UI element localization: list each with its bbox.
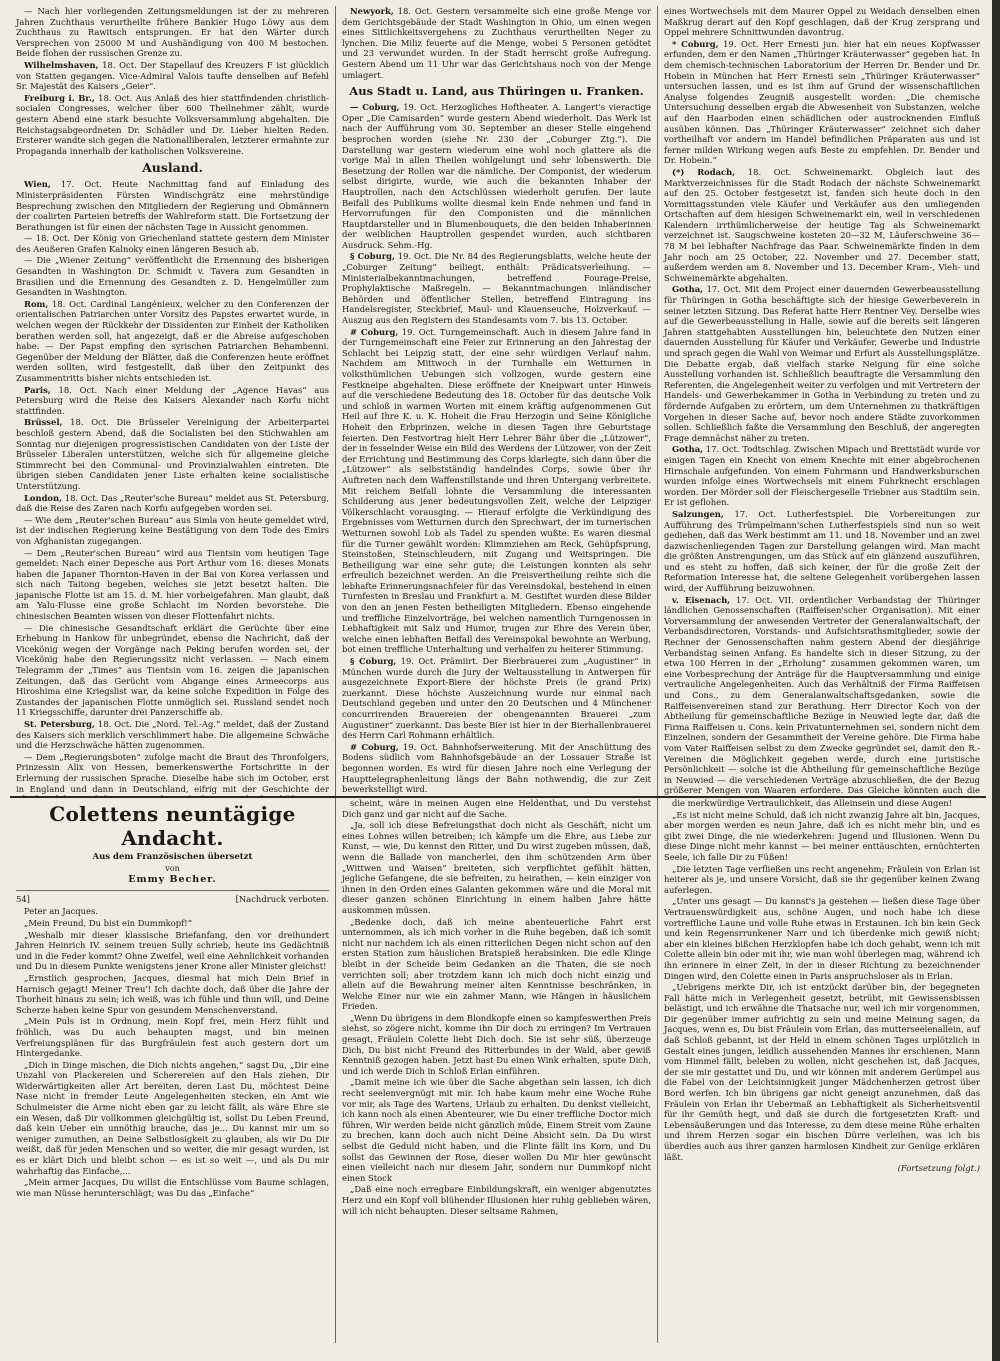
- article-paragraph: [664, 982, 980, 1162]
- article-paragraph: [342, 251, 651, 325]
- dateline: * Coburg,: [672, 38, 719, 49]
- paragraph-text: „Mein Freund, Du bist ein Dummkopf!“: [24, 917, 192, 928]
- chapter-line: [16, 894, 329, 905]
- paragraph-text: 18. Oct. Die Brüsseler Vereinigung der Arbeiterpartei beschloß gestern Abend, daß die Socialisten bei den Stichwahlen am Sonntag nur diejenigen progressistischen Candidaten von der Liste der Brüsseler Liberalen unterstützen, welche sich für allgemeine gleiche Stimmrecht bei den Communal- und Provinzialwahlen eintreten. Die übrigen sieben Candidaten jener Liste erhalten keine socialistische Unterstützung.: [16, 417, 329, 491]
- paragraph-text: — Dem „Reuter'schen Bureau“ wird aus Tientsin vom heutigen Tage gemeldet: Nach einer Depesche aus Port Arthur vom 16. dieses Monats haben die Japaner Thornton-Haven in der Bai von Korea verlassen und sich nach Taitong begeben, welches sie jetzt besetzt halten. Die japanische Flotte ist am 15. d. M. hier vorbeigefahren. Man glaubt, daß am Yalu-Flusse eine große Schlacht im Norden bevorstehe. Die chinesischen Beamten wissen von dieser Flottenfahrt nichts.: [16, 547, 329, 622]
- article-paragraph: [16, 179, 329, 232]
- article-paragraph: [16, 6, 329, 59]
- paragraph-text: 18. Oct. Der Stapellauf des Kreuzers F ist glücklich von Statten gegangen. Vice-Admiral Valois taufte denselben auf Befehl Sr. Majestät des Kaisers „Geier“.: [16, 59, 329, 92]
- article-paragraph: [664, 864, 980, 896]
- paragraph-text: 19. Oct. Bahnhofserweiterung. Mit der Anschüttung des Bodens südlich vom Bahnhofsgebäude an der Lossauer Straße ist begonnen worden. Es wird für diesen Jahre noch eine Verlegung der Haupttelegraphenleitung längs der Bahn nothwendig, die zur Zeit bewerkstelligt wird.: [342, 741, 651, 795]
- news-column-3: [657, 6, 986, 796]
- chapter-number: 54]: [16, 893, 30, 904]
- paragraph-text: „Daß eine noch erregbare Einbildungskraft, ein weniger abgenutztes Herz und ein Kopf voll blühender Illusionen hier ruhig geblieben wären, will ich nicht behaupten. Dieser seltsame Rahmen,: [342, 1184, 651, 1216]
- dateline: Paris,: [24, 384, 51, 395]
- paragraph-text: die merkwürdige Vertraulichkeit, das Alleinsein und diese Augen!: [672, 798, 953, 808]
- news-column-1: [10, 6, 335, 796]
- dateline: Wilhelmshaven,: [24, 59, 99, 70]
- paragraph-text: 17. Oct. VII. ordentlicher Verbandstag der Thüringer ländlichen Genossenschaften (Raiffeisen'scher Organisation). Mit einer Vorversammlung der anwesenden Vertreter der Generalanwaltschaft, der Verbandsdirectoren, Vorstands- und Aufsichtsrathsmitglieder, sowie der Rechner der Genossenschaften nahm gestern Abend der diesjährige Verbandstag seinen Anfang. Es handelte sich in dieser Sitzung, zu der etwa 100 Herren in der „Erholung“ zusammen gekommen waren, um eine Vorbesprechung der Anträge für die Hauptversammlung und einige vertrauliche Angelegenheiten. Auch das Verhältniß der Firma Raiffeisen und Cons., zu dem Generalanwaltschaftsgedanken, sowie die Raiffeisenvereinen stand zur Berathung. Herr Director Koch von der Abtheilung für gemeinschaftliche Bezüge in Neuwied legte dar, daß die Firma Raiffeisen u. Cons. kein Privatunternehmen sei, sondern nicht dem Einzelnen, sondern der Gesammtheit der Vereine gehöre. Die Firma habe vom Vater Raiffeisen selbst zu dem Zwecke gegründet sei, damit den R.-Vereinen die Möglichkeit gegeben werde, durch eine juristische Persönlichkeit — solche ist die Abtheilung für gemeinschaftliche Bezüge in Neuwied — die verschiedenen Verträge abzuschließen, die der Bezug größerer Mengen von Waaren erfordere. Das Gleiche könnten auch die: [664, 594, 980, 796]
- article-paragraph: [16, 548, 329, 622]
- article-paragraph: [664, 444, 980, 508]
- paragraph-text: 18. Oct. Das „Reuter'sche Bureau“ meldet aus St. Petersburg, daß die Reise des Zaren nach Korfu aufgegeben worden sei.: [16, 492, 329, 514]
- dateline: Wien,: [24, 179, 51, 190]
- paragraph-text: — Wie dem „Reuter'schen Bureau“ aus Simla von heute gemeldet wird, ist der indischen Regierung keine Bestätigung von dem Tode des Emirs von Afghanistan zugegangen.: [16, 514, 329, 546]
- paragraph-text: „Dich in Dinge mischen, die Dich nichts angehen,“ sagst Du, „Dir eine Unzahl von Plackereien und Scherereien auf den Hals ziehen, Dir Widerwärtigkeiten aller Art bereiten, deren Last Du, möchtest Deine Nase nicht in fremder Leute Angelegenheiten stecken, ein Amt wie Schulmeister die Arme nicht eben gar zu leicht fällt, als wäre Ehre sie ein Wesen, daß Dir vollkommen gleichgültig ist, sollst Du Leben Freund, daß kein Ueber ein unnöthig brauche, das je... Du kannst mir um so weniger zumuthen, an Deine Selbstlosigkeit zu glauben, als wir Du Dir weißt, daß für jeden Menschen und so weiter, die mir gesagt wurden, ist es er klärt Dich und bleibt schon — es ist so weit —, und als Du mir wahrhaftig das Einfache,...: [16, 1059, 329, 1176]
- article-paragraph: [16, 623, 329, 718]
- paragraph-text: — Die „Wiener Zeitung“ veröffentlicht die Ernennung des bisherigen Gesandten in Washington Dr. Schmidt v. Tavera zum Gesandten in Brasilien und die Ernennung des Gesandten z. D. Hengelmüller zum Gesandten in Washington.: [16, 255, 329, 298]
- article-paragraph: [16, 417, 329, 491]
- page-edge: [992, 0, 1000, 1361]
- paragraph-text: 19. Oct. Herzogliches Hoftheater. A. Langert's vieractige Oper „Die Camisarden“ wurde gestern Abend wiederholt. Das Werk ist nach der Aufführung vom 30. September an dieser Stelle eingehend besprochen worden (siehe Nr. 230 der „Coburger Ztg.“). Die Darstellung war gestern wiederum eine wohl noch glattere als die vorige Mal in allen Theilen wohlgelungt und sehr lobenswerth. Die Besetzung der Rollen war die nämliche. Der Componist, der wiederum selbst dirigirte, wurde, wie auch die bekannten Inhaber der Hauptrollen, nach den Actschlüssen wiederholt gerufen. Der laute Beifall des Publikums wollte diesmal kein Ende nehmen und fand in Hervorrufungen für den Componisten und die männlichen Hauptdarsteller und in Blumenbouquets, die den beiden Inhaberinnen der weiblichen Hauptrollen gespendet wurden, auch sichtbaren Ausdruck. Sehm.-Hg.: [342, 102, 651, 250]
- dateline: (*) Rodach,: [672, 166, 736, 177]
- article-paragraph: [16, 233, 329, 254]
- article-paragraph: [342, 798, 651, 819]
- article-paragraph: [664, 1163, 980, 1174]
- paragraph-text: — Die chinesische Gesandtschaft erklärt die Gerüchte über eine Erhebung in Hankow für unbegründet, ebenso die Nachricht, daß der Vicekönig wegen der Vorgänge nach Peking berufen worden sei, der Vicekönig habe den Regierungssitz nicht verlassen. — Nach einem Telegramm der „Times“ aus Tientsin vom 16. zeigen die japanischen Zeitungen, daß das Gerücht vom Abgange eines Armeecorps aus Hiroshima eine Kriegslist war, da keine solche Expedition in Folge des Zustandes der japanischen Flotte unmöglich sei. Russland sendet noch 11 Kriegsschiffe, darunter drei Panzerschiffe ab.: [16, 622, 329, 718]
- paragraph-text: Peter an Jacques.: [24, 906, 98, 917]
- article-paragraph: [342, 742, 651, 795]
- article-paragraph: [342, 6, 651, 80]
- article-paragraph: [16, 918, 329, 929]
- novel-author: Emmy Becher.: [128, 874, 217, 886]
- novel-text-1: [16, 906, 329, 1198]
- paragraph-text: scheint, wäre in meinen Augen eine Heldenthat, und Du verstehst Dich ganz und gar nicht auf die Sache.: [342, 798, 651, 819]
- dateline: St. Petersburg,: [24, 719, 95, 729]
- paragraph-text: „Mein Puls ist in Ordnung, mein Kopf frei, mein Herz fühlt und fröhlich, was Du auch behaupten magst, und bin meinen Verfreiungsplänen für das Burgfräulein fest auch gestern dort um Hintergedanke.: [16, 1016, 329, 1059]
- novel-title: Colettens neuntägige Andacht.: [49, 802, 296, 850]
- dateline: # Coburg,: [350, 741, 399, 752]
- paragraph-text: 17. Oct. Mit dem Project einer dauernden Gewerbeausstellung für Thüringen in Gotha beschäftigte sich der hiesige Gewerbeverein in seiner letzten Sitzung. Das Referat hatte Herr Rentner Vey. Derselbe wies auf die Gewerbeausstellung in Halle, sowie auf die bereits seit längeren Jahren stattgehabten Ausstellungen hin, beleuchtete den Nutzen einer dauernden Ausstellung für Käufer und Verkäufer, Gewerbe und Industrie und sprach gegen die Wahl von Weimar und Erfurt als Ausstellungsplätze. Die Debatte ergab, daß vielfach starke Neigung für eine solche Ausstellung vorhanden ist. Schließlich beauftragte die Versammlung den Referenten, die Angelegenheit weiter zu verfolgen und mit Vertretern der Handels- und Gewerbekammer in Gotha in Verbindung zu treten und zu fördernde Aufgaben zu erörtern, um dem Unternehmen zu thatkräftigen Vorgehen in dieser Sache auf, bevor noch andere Städte zuvorkommen sollen. Schließlich faßte die Versammlung den Beschluß, der angeregten Frage demnächst näher zu treten.: [664, 284, 980, 443]
- article-paragraph: [342, 1184, 651, 1216]
- dateline: London,: [24, 492, 63, 503]
- paragraph-text: „Unter uns gesagt — Du kannst's ja gestehen — ließen diese Tage über Vertrauenswürdigkeit aus, schöne Augen, und noch habe ich diese vortreffliche Laune und volle Ruhe etwas in Erstaunen. Ich bin kein Geck und kein Regensrrunkener Narr und ich überdenke mich gewiß nicht; aber ein kleines bißchen Herzklopfen habe ich doch gehabt, wenn ich mit Colette allein bin oder mit ihr, wie man wohl überlegen mag, während ich ihn erinnere in einer Zeit, in der in dieser Richtung zu bezeichnender Dingen wird, den Colette einen in Paris anspruchsloser als in Erlan.: [664, 896, 980, 981]
- article-paragraph: [16, 930, 329, 972]
- section-heading: Aus Stadt u. Land, aus Thüringen u. Franken.: [349, 84, 644, 99]
- dateline: Gotha,: [672, 284, 704, 295]
- dateline: § Coburg,: [350, 251, 395, 262]
- paragraph-text: „Bedenke doch, daß ich meine abenteuerliche Fahrt erst unternommen, als ich mich vorher in die Ruhe begeben, daß ich somit nicht nur nachdem ich als einen ritterlichen Degen nicht schon auf den ersten Station zum häuslichen Bratspieß herabsinken. Die edle Klinge bleibt in der Scheide beim Gedanken an die Thaten, die sie noch verrichten soll; aber trotzdem kann ich mich doch nicht einzig und allein auf die Bewahrung meiner alten Kenntnisse beschränken, in Welche Einer nur wie ein zahmer Mann, wie Hängen in häuslichem Frieden.: [342, 916, 651, 1012]
- paragraph-text: 17. Oct. Todtschlag. Zwischen Mipach und Brettstädt wurde vor einigen Tagen ein Knecht von einem Knechte mit einer abgebrochenen Hirnschale aufgefunden. Von einem Fuhrmann und Handwerksburschen wurden infolge eines Wortwechsels mit einem Fuhrknecht erschlagen worden. Der Mörder soll der Fleischergeselle Triebner aus Stadtilm sein. Er ist geflohen.: [664, 444, 980, 508]
- article-paragraph: [16, 906, 329, 917]
- paragraph-text: 17. Oct. Lutherfestspiel. Die Vorbereitungen zur Aufführung des Trümpelmann'schen Lutherfestspiels sind nun so weit gediehen, daß das Werk bestimmt am 11. und 18. November und an zwei dazwischenliegenden Tagen zur Darstellung gelangen wird. Man macht die größten Anstrengungen, um das Stück auf ein glänzend auszuführen, und es steht zu hoffen, daß sich keiner, der für die große Zeit der Reformation Interesse hat, die seltene Gelegenheit vorübergehen lassen wird, der Aufführung beizuwohnen.: [664, 508, 980, 594]
- article-paragraph: [664, 896, 980, 981]
- paragraph-text: „Wenn Du übrigens in dem Blondkopfe einen so kampfeswerthen Preis siehst, so zögere nicht, komme ihn Dir doch zu erringen? Im Vertrauen gesagt, Fräulein Colette liebt Dich doch. Sie ist sehr süß, überzeuge Dich, Du bist nicht Freund des Ritterbundes in der Wald, aber gewiß Kenntniß gezogen haben. Jetzt hast Du einen Wink erhalten, spute Dich, und ich werde Dich in Schloß Erlan einführen.: [342, 1012, 651, 1076]
- reprint-notice: [Nachdruck verboten.: [235, 893, 329, 904]
- section-heading: Ausland.: [142, 160, 203, 176]
- paragraph-text: 18. Oct. Die „Nord. Tel.-Ag.“ meldet, daß der Zustand des Kaisers sich merklich verschlimmert habe. Die allgemeine Schwäche und die Herzschwäche hätten zugenommen.: [16, 719, 329, 751]
- article-paragraph: [342, 656, 651, 741]
- article-paragraph: [16, 385, 329, 417]
- paragraph-text: 19. Oct. Prämiirt. Der Bierbrauerei zum „Augustiner“ in München wurde durch die Jury der Weltausstellung in Antwerpen für ausgezeichnete Export-Biere der höchste Preis (le grand Prix) zuerkannt. Diese höchste Auszeichnung wurde nur einmal nach Deutschland gegeben und unter den 20 Deutschen und 4 Münchener concurrirenden Brauereien der obengenannten Brauerei „zum Augustiner“ zuerkannt. Das beste Bier ist hier in der Bierhallenbrauerei des Herrn Carl Rohmann erhältlich.: [342, 656, 651, 741]
- article-paragraph: [16, 1016, 329, 1058]
- dateline: Rom,: [24, 298, 49, 309]
- paragraph-text: „Ernstlich gesprochen, Jacques, diesmal hat mich Dein Brief in Harnisch gejagt! Meiner Treu'! Ich dachte doch, daß über die Jahre der Thorheit hinaus zu sein; ich weiß, was ich fühle und thun will, und Deine Scherze haben keine Spur von gesundem Menschenverstand.: [16, 972, 329, 1015]
- article-paragraph: [664, 595, 980, 796]
- dateline: Freiburg i. Br.,: [24, 92, 95, 103]
- paragraph-text: „Uebrigens merkte Dir, ich ist entzückt darüber bin, der begegneten Fall hätte mich in Verlegenheit gesetzt, betrübt, mit Gewissensbissen belästigt, und ich erwähne die Thatsache nur, weil ich mir vorgenommen, Dir gegenüber immer aufrichtig zu sein und meine Meinung sagen, da Jacques, wenn es, Du bist Fräulein vom Erlan, das mutterseelenallein, auf daß Schloß gebannt, ist der Held in einem schönen Tages urplötzlich in Gestalt eines jungen, leidlich aussehenden Mannes ihr erschienen, Mann vom Himmel fällt, beleben zu wollen, nicht geschehen ist, daß Jacques, der sie mir gestattet und Du, und wir können mit anderem Gerümpel aus die Fabel von der Leichtsinnigkeit junger Mädchenherzen getrost über Bord werfen. Ich bin übrigens gar nicht geneigt anzunehmen, daß das Fräulein von Erlan ihr Uebermaß an Lebhaftigkeit als Sicherheitsventil für ihr Gemüth hegt, und daß sie durch die fortgesetzten Kraft- und Lebensäußerungen und das Interesse, zu dem diese meine Rühe erhalten und ihrem Herzen sogar ein bischen Dürre verleihen, was ich bis überdies auch aus ihrer ganzen harmlosen Kindheit zur Genüge erklären läßt.: [664, 982, 980, 1162]
- paragraph-text: „Damit meine ich wie über die Sache abgethan sein lassen, ich dich recht seelenvergnügt mit mir. Ich habe kaum mehr eine Woche Ruhe vor mir, als Tage des Wartens, Urlaub zu erhalten. Du denkst vielleicht, ich kann noch als einen Abenteurer, wie Du einer treffliche Doctor mich führen, Wir werden beide nicht gänzlich müde, Einem Streit vom Zaune zu brechen, kann doch auch nicht Deine Absicht sein. Da Du wirst selbst die Geduld nicht haben, und die Flinte fällt ins Korn, und Du sollst das Gewinnen der Rose, dieser wollen Du Mir hier gewünscht einen vielleicht nach nur diesem Jahr, sondern nur Dummkopf nicht einen Stock: [342, 1077, 651, 1183]
- article-paragraph: [16, 299, 329, 384]
- novel-column-3: [657, 798, 986, 1343]
- news-section: [10, 6, 986, 798]
- paragraph-text: 19. Oct. Herr Ernesti jun. hier hat ein neues Kopfwasser erfunden, dem er den Namen „Thüringer Kräuterwasser“ gegeben hat. In dem chemisch-technischen Laboratorium der Herren Dr. Bender und Dr. Hobein in München hat Herr Ernesti sein „Thüringer Kräuterwasser“ untersuchen lassen, und es ist ihm auf Grund der wissenschaftlichen Analyse folgendes Zeugniß ausgestellt worden: „Die chemische Untersuchung desselben ergab die Abwesenheit von Substanzen, welche auf den Haarboden einen schädlichen oder austrocknenden Einfluß ausüben können. Das „Thüringer Kräuterwasser“ zeichnet sich daher vortheilhaft vor andern im Handel befindlichen Präparaten aus und ist ferner milden Wirkung wegen aufs Beste zu empfehlen. Dr. Bender und Dr. Hobein.“: [664, 38, 980, 166]
- paragraph-text: 18. Oct. Nach einer Meldung der „Agence Havas“ aus Petersburg wird die Reise des Kaisers Alexander nach Korfu nicht stattfinden.: [16, 384, 329, 416]
- article-paragraph: [16, 1060, 329, 1177]
- novel-column-2: [335, 798, 657, 1343]
- paragraph-text: — 18. Oct. Der König von Griechenland stattete gestern dem Minister des Aeußeren Grafen Kalnoky einen längeren Besuch ab.: [16, 233, 329, 254]
- paragraph-text: „Weshalb mir dieser klassische Briefanfang, den vor dreihundert Jahren Heinrich IV. seinem treuen Sully schrieb, heute ins Gedächtniß und in die Feder kommt? Ohne Zweifel, weil eine Aehnlichkeit vorhanden und Du in diesem Punkte wenigstens jener Krone aller Minister gleichst!: [16, 929, 329, 972]
- paragraph-text: 19. Oct. Turngemeinschaft. Auch in diesem Jahre fand in der Turngemeinschaft eine Feier zur Erinnerung an den Jahrestag der Schlacht bei Leipzig statt, der eine sehr würdigen Verlauf nahm. Nachdem am Mittwoch in der Turnhalle ein Wetturnen in volksthümlichen Uebungen sich vollzogen, wurde gestern eine Festkneipe abgehalten. Diese eröffnete der Kneipwart unter Hinweis auf die verschiedene Bedeutung des 18. October für das deutsche Volk und schloß in warmen Worten mit einem kräftig aufgenommenen Gut Heil auf Ihre K. u. K. Hoheit die Frau Herzogin und Seine Königliche Hoheit den Erbprinzen, welche in diesen Tagen ihre Geburtstage feierten. Den Festvortrag hielt Herr Lehrer Bähr über die „Lützower“, der in fesselnder Weise ein Bild des Werdens der Lützower, von der Zeit der Errichtung und Bestimmung des Corps klarlegte, sich dann über die „Lützower“ als selbstständig handelndes Corps, sowie über ihr Auftreten nach dem Waffenstillstande und ihren Untergang verbreitete. Mit reichem Beifall lohnte die Versammlung die interessanten Schilderung aus jener bedeutungsvollen Zeit, welche der Leipziger Völkerschlacht vorausging. — Hierauf erfolgte die Verkündigung des Ergebnisses vom Wetturnen durch den Sprechwart, der im turnerischen Wetturnen sowohl Lob als Tadel zu spenden wußte. Es waren diesmal für die Turner gewählt worden: Klimmziehen am Reck, Gehüpfsprung, Steinstoßen, Steinschleudern, mit Zugang und Weitspringen. Die Betheiligung war eine sehr gute; die Leistungen konnten als sehr erfreulich bezeichnet werden. An die Preisvertheilung reihte sich die lebhafte Erinnerungsnachfeier für das Vereinsdokal, bestehend in einen Turnfesten in Breslau und Frankfurt a. M. Gestiftet wurden diese Bilder von den an jenen Festen betheiligten Mitgliedern. Ebenso eingehende und treffliche Einzelvorträge, bei welchen namentlich Turngenossen in Lebhaftigkeit mit Salz und Humor, trugen zur Ehre des Verein über, welche einen lebhaften Beifall des Vereinspokal bewohnte an Werbung, bot einen treffliche Unterhaltung und verhalfen zu heiterer Stimmung.: [342, 326, 651, 655]
- article-paragraph: [664, 6, 980, 38]
- divider: [16, 890, 329, 891]
- paragraph-text: 19. Oct. Die Nr. 84 des Regierungsblatts, welche heute der „Coburger Zeitung“ beiliegt, enthält: Prädicatsverleihung. — Ministerialbekanntmachungen, betreffend Fourage-Preise, Prophylaktische Maßregeln. — Bekanntmachungen inländischer Behörden und öffentlicher Stellen, betreffend Eintragung ins Handelsregister, Steckbrief, Maul- und Klauenseuche, Holzverkauf. — Auszug aus den Registern des Standesamts vom 7. bis 13. October.: [342, 251, 651, 326]
- paragraph-text: „Es ist nicht meine Schuld, daß ich nicht zwanzig Jahre alt bin, Jacques, aber morgen werden es neun Jahre, daß ich es nicht mehr bin, und es gibt zwei Dinge, die nie wiederkehren: Jugend und Illusionen. Wenn Du diese Dinge nicht mehr kannst — bei meiner enttäuschten, ernüchterten Seele, ich falle Dir zu Füßen!: [664, 809, 980, 862]
- article-paragraph: [16, 60, 329, 92]
- dateline: Gotha,: [672, 444, 704, 455]
- news-column-2: [335, 6, 657, 796]
- paragraph-text: eines Wortwechsels mit dem Maurer Oppel zu Weidach denselben einen Maßkrug derart auf den Kopf geschlagen, daß der Krug zersprang und Oppel mehrere Schnittwunden davontrug.: [664, 6, 980, 38]
- dateline: Brüssel,: [24, 417, 63, 428]
- article-paragraph: [664, 284, 980, 443]
- dateline: Salzungen,: [672, 508, 724, 519]
- paragraph-text: — Dem „Regierungsboten“ zufolge macht die Braut des Thronfolgers, Prinzessin Alix von Hessen, bemerkenswerthe Fortschritte in der Erlernung der russischen Sprache. Dieselbe habe sich im October, erst in England und dann in Deutschland, eifrig mit der Geschichte der: [16, 751, 329, 794]
- novel-von: von: [165, 863, 180, 873]
- article-paragraph: [664, 167, 980, 284]
- article-paragraph: [664, 39, 980, 166]
- article-paragraph: [342, 917, 651, 1012]
- paragraph-text: (Fortsetzung folgt.): [897, 1163, 980, 1174]
- article-paragraph: [16, 973, 329, 1015]
- article-paragraph: [664, 798, 980, 809]
- feuilleton-section: [10, 798, 986, 1343]
- paragraph-text: 18. Oct. Cardinal Langénieux, welcher zu den Conferenzen der orientalischen Patriarchen unter Vorsitz des Papstes erwartet wurde, in welchen wegen der Rückkehr der Dissidenten zur Einheit der Katholiken berathen werden soll, hat angezeigt, daß er die Abreise aufgeschoben habe. — Der Papst empfing den syrischen Patriarchen Behambenni. Gegenüber der Meldung der Blätter, daß die Conferenzen heute eröffnet werden sollten, wird festgestellt, daß über den Zeitpunkt des Zusammentritts bisher nichts entschieden ist.: [16, 298, 329, 383]
- article-paragraph: [16, 255, 329, 297]
- article-paragraph: [342, 1013, 651, 1077]
- dateline: Newyork,: [350, 6, 394, 16]
- dateline: v. Eisenach,: [672, 594, 731, 605]
- novel-subtitle: Aus dem Französischen übersetzt: [92, 852, 253, 862]
- article-paragraph: [16, 752, 329, 796]
- article-paragraph: [16, 515, 329, 547]
- novel-column-1: [10, 798, 335, 1343]
- article-paragraph: [664, 509, 980, 594]
- article-paragraph: [342, 327, 651, 655]
- article-paragraph: [342, 102, 651, 250]
- dateline: # Coburg,: [350, 326, 399, 337]
- paragraph-text: 18. Oct. Gestern versammelte sich eine große Menge vor dem Gerichtsgebäude der Stadt Washington in Ohio, um einen wegen eines Sittlichkeitsvergehens zu Zuchthaus verurtheilten Neger zu lynchen. Die Miliz feuerte auf die Menge, wobei 5 Personen getödtet und 23 verwundet wurden. In der Stadt herrscht große Aufregung. Gestern Abend um 11 Uhr war das Gerichtshaus noch von der Menge umlagert.: [342, 6, 651, 80]
- dateline: — Coburg,: [350, 102, 400, 113]
- paragraph-text: 18. Oct. Aus Anlaß des hier stattfindenden christlich-socialen Congresses, welcher über 600 Theilnehmer zählt, wurde gestern Abend eine stark besuchte Volksversammlung abgehalten. Die Reichstagsabgeordneten Dr. Schädler und Dr. Lieber hielten Reden. Ersterer wandte sich gegen die Nationalliberalen, letzterer ermahnte zur Propaganda innerhalb der katholischen Volksvereine.: [16, 92, 329, 156]
- article-paragraph: [664, 810, 980, 863]
- article-paragraph: [16, 1177, 329, 1198]
- article-paragraph: [16, 493, 329, 514]
- paragraph-text: 18. Oct. Schweinemarkt. Obgleich laut des Marktverzeichnisses für die Stadt Rodach der nächste Schweinemarkt auf den 25. October festgesetzt ist, fanden sich heute doch in den Vormittagsstunden viele Käufer und Verkäufer aus den umliegenden Ortschaften auf dem hiesigen Schweinemarkt ein, weil in verschiedenen Kalendern irrthümlicherweise der heutige Tag als Schweinemarkt verzeichnet ist. Saugschweine kosteten 20—32 M, Läuferschweine 36—78 M bei lebhafter Nachfrage das Paar. Schweinemärkte finden in dem Jahr noch am 25 October, 22. November und 27. December statt, außerdem werden am 8. November und 13. December Kram-, Vieh- und Schweinemärkte abgehalten.: [664, 166, 980, 283]
- article-paragraph: [16, 93, 329, 157]
- paragraph-text: 17. Oct. Heute Nachmittag fand auf Einladung des Ministerpräsidenten Fürsten Windischgrätz eine mehrstündige Besprechung zwischen den Mitgliedern der Regierung und Obmännern der coalirten Parteien betreffs der Wahlreform statt. Die Fortsetzung der Berathungen ist für einen der nächsten Tage in Aussicht genommen.: [16, 179, 329, 232]
- paragraph-text: „Ja, soll ich diese Befreiungsthat doch nicht als Geschäft, nicht um eines Lohnes willen betreiben; ich kämpfe um die Ehre, aus Liebe zur Kunst, — wie, Du kennst den Ritter, und Du wirst zugeben müssen, daß, wenn die Ballade von mancherlei, den ihm schützenden Arm über „Wittwen und Waisen“ breiteten, sich verpflichtet gefühlt hätten, jegliche Gefangene, die sie befreiten, zu heirathen, — kein einziger von ihnen in den Orden eines Galanten gekommen wäre und die Moral mit dieser ganzen schönen Einrichtung in einem halben Jahre hätte auskommen müssen.: [342, 820, 651, 915]
- article-paragraph: [342, 1077, 651, 1183]
- paragraph-text: — Nach hier vorliegenden Zeitungsmeldungen ist der zu mehreren Jahren Zuchthaus verurtheilte frühere Bankier Hugo Löwy aus dem Zuchthaus zu Rawitsch entsprungen. Er hat den Wärter durch Versprechen von 25000 M und Aushändigung von 400 M bestochen. Beide flohen der russischen Grenze zu.: [16, 6, 329, 59]
- paragraph-text: „Die letzten Tage verfließen uns recht angenehm; Fräulein von Erlan ist heiterer als je, und unsere Vorsicht, daß sie ihr gegenüber keinen Zwang auferlegen.: [664, 863, 980, 895]
- article-paragraph: [16, 719, 329, 751]
- article-paragraph: [342, 820, 651, 915]
- dateline: § Coburg,: [350, 656, 397, 667]
- paragraph-text: „Mein armer Jacques, Du willst die Entschlüsse vom Baume schlagen, wie man Nüsse herunterschlägt; was Du das „Einfache“: [16, 1177, 329, 1198]
